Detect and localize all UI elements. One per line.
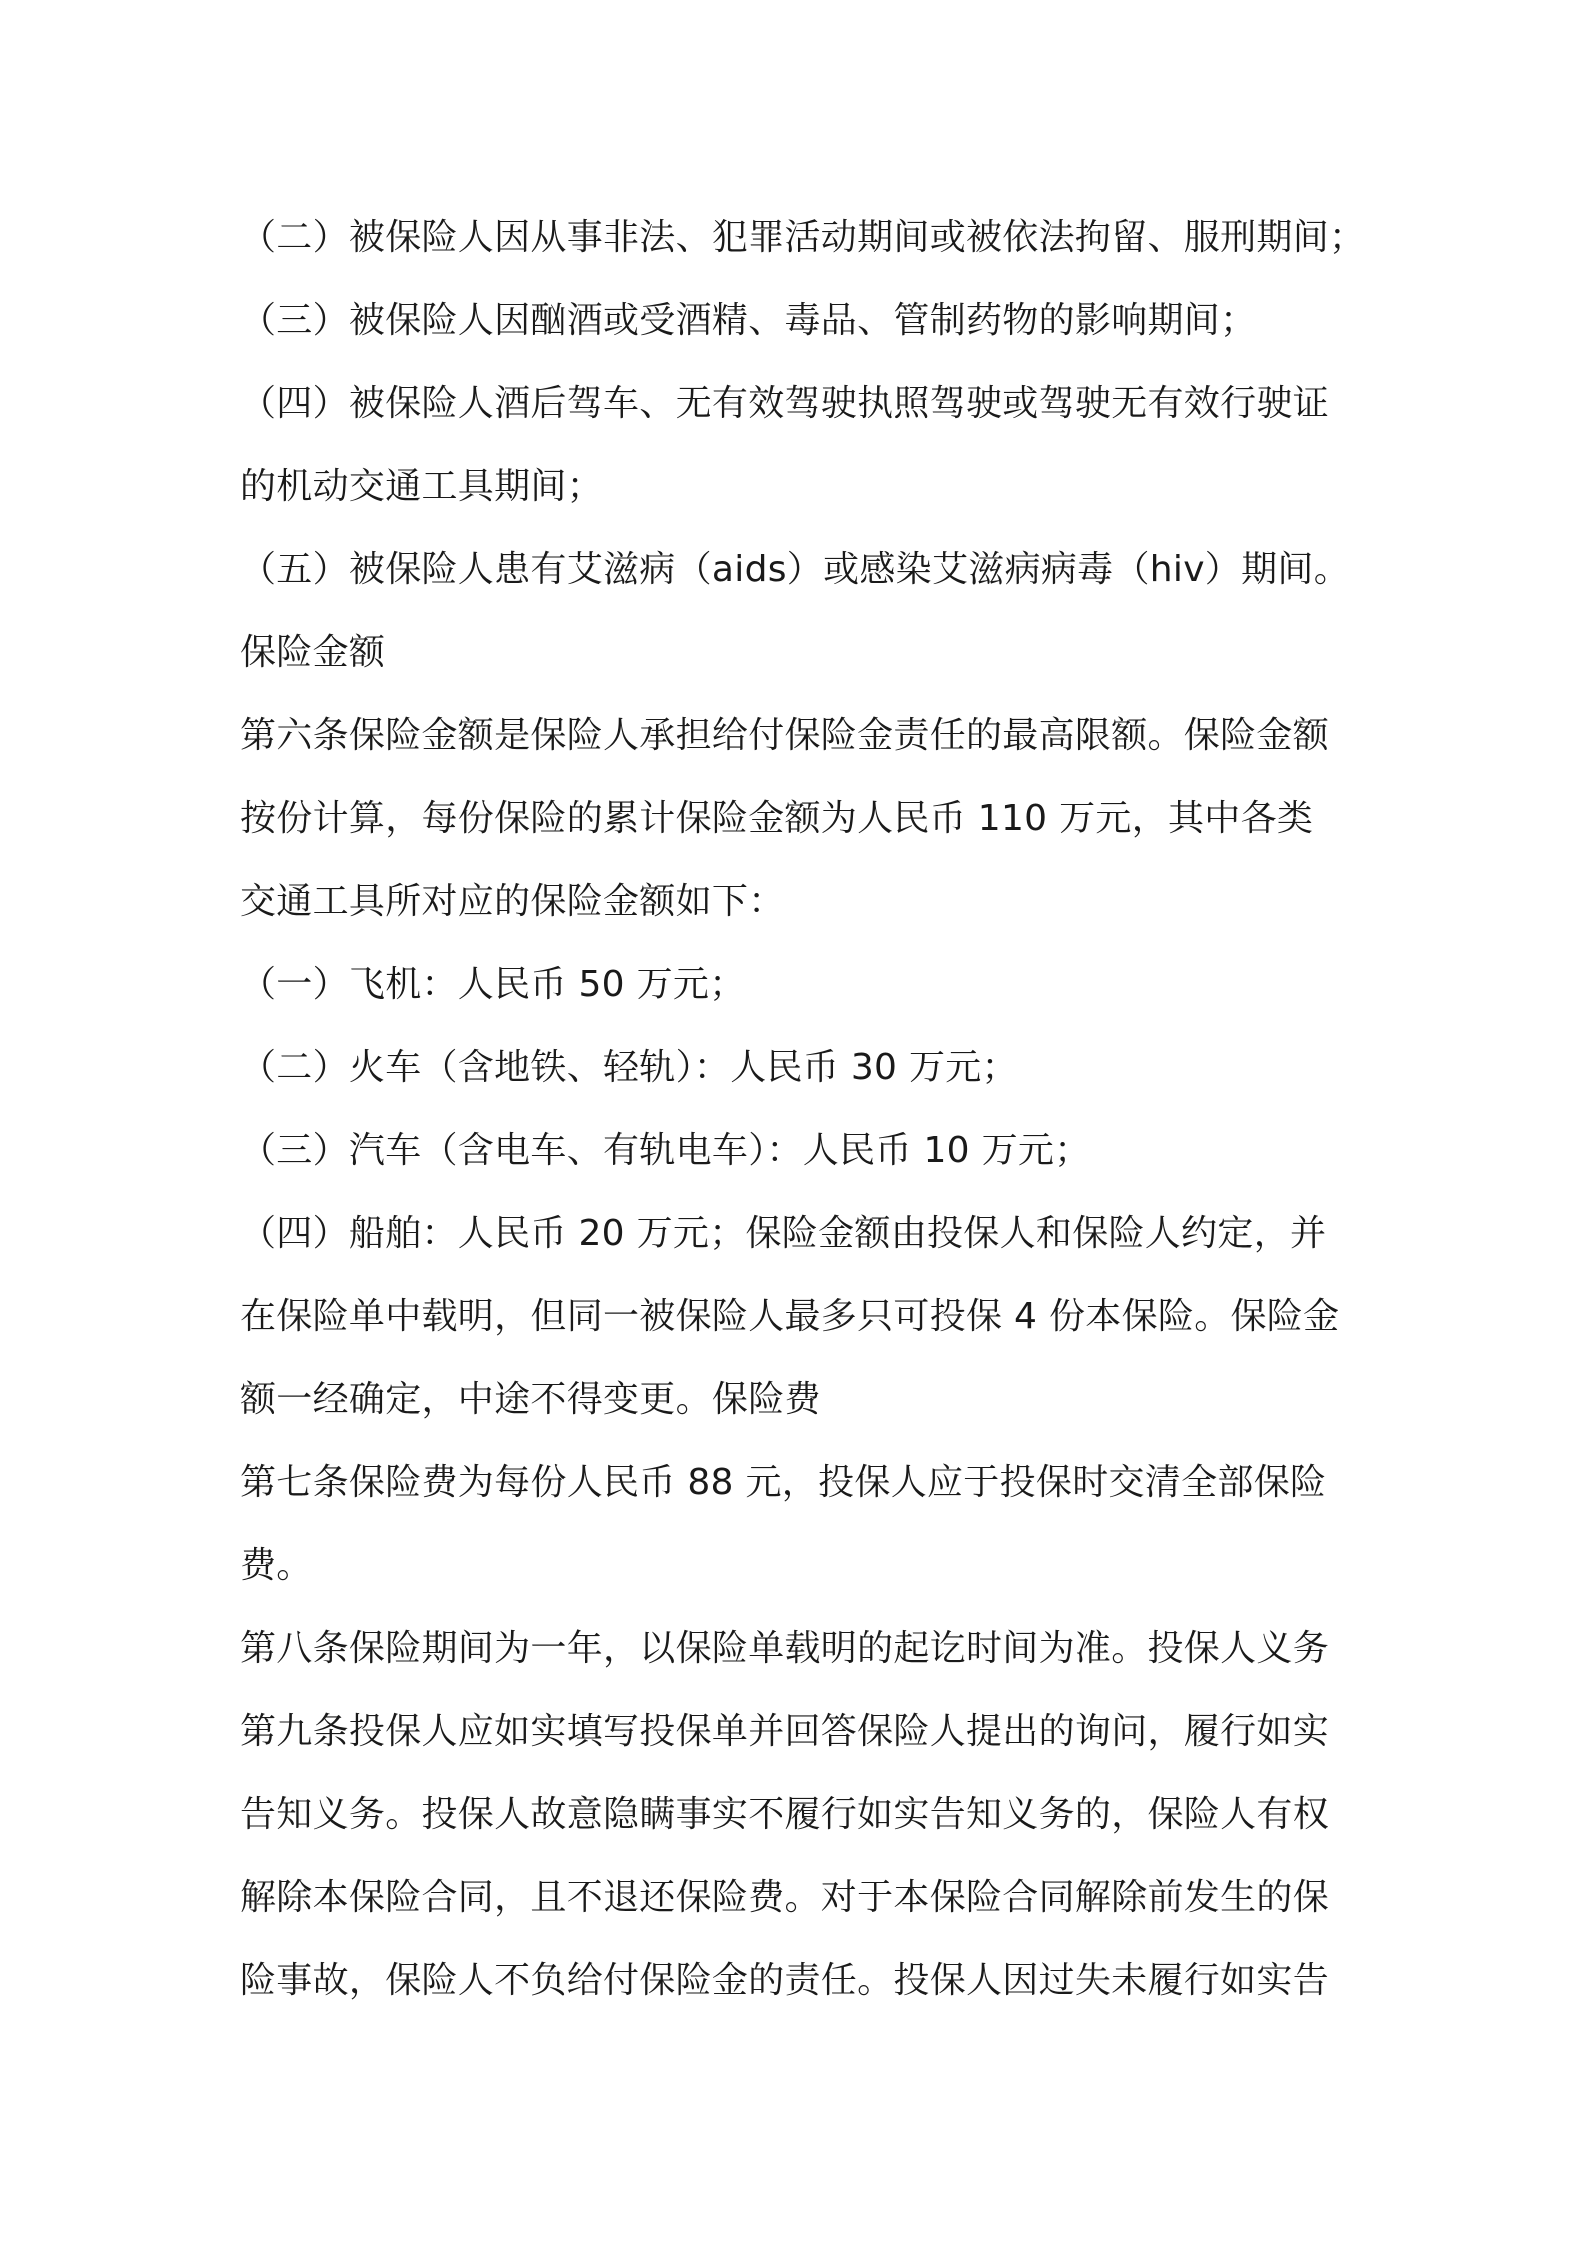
- text-line: 险事故，保险人不负给付保险金的责任。投保人因过失未履行如实告: [240, 1960, 1330, 2001]
- text-line: （三）汽车（含电车、有轨电车）：人民币 10 万元；: [240, 1130, 1091, 1171]
- text-line: （二）被保险人因从事非法、犯罪活动期间或被依法拘留、服刑期间；: [240, 217, 1366, 258]
- document-body: [240, 196, 1370, 2022]
- text-line: （四）船舶：人民币 20 万元；保险金额由投保人和保险人约定，并: [240, 1213, 1327, 1254]
- text-line: （三）被保险人因酗酒或受酒精、毒品、管制药物的影响期间；: [240, 300, 1257, 341]
- text-line: （一）飞机：人民币 50 万元；: [240, 964, 746, 1005]
- text-line: 第九条投保人应如实填写投保单并回答保险人提出的询问，履行如实: [240, 1711, 1330, 1752]
- text-line: 费。: [240, 1545, 313, 1586]
- text-line: 额一经确定，中途不得变更。保险费: [240, 1379, 821, 1420]
- text-line: （四）被保险人酒后驾车、无有效驾驶执照驾驶或驾驶无有效行驶证: [240, 383, 1330, 424]
- text-line: 第七条保险费为每份人民币 88 元，投保人应于投保时交清全部保险: [240, 1462, 1327, 1503]
- text-line: 第八条保险期间为一年，以保险单载明的起讫时间为准。投保人义务: [240, 1628, 1330, 1669]
- text-line: （五）被保险人患有艾滋病（aids）或感染艾滋病病毒（hiv）期间。: [240, 549, 1350, 590]
- text-line: 交通工具所对应的保险金额如下：: [240, 881, 785, 922]
- text-line: 在保险单中载明，但同一被保险人最多只可投保 4 份本保险。保险金: [240, 1296, 1340, 1337]
- text-line: 第六条保险金额是保险人承担给付保险金责任的最高限额。保险金额: [240, 715, 1330, 756]
- text-line: 按份计算，每份保险的累计保险金额为人民币 110 万元，其中各类: [240, 798, 1314, 839]
- text-line: 的机动交通工具期间；: [240, 466, 604, 507]
- text-line: （二）火车（含地铁、轻轨）：人民币 30 万元；: [240, 1047, 1018, 1088]
- section-heading: 保险金额: [240, 632, 386, 673]
- text-line: 解除本保险合同，且不退还保险费。对于本保险合同解除前发生的保: [240, 1877, 1330, 1918]
- text-line: 告知义务。投保人故意隐瞒事实不履行如实告知义务的，保险人有权: [240, 1794, 1330, 1835]
